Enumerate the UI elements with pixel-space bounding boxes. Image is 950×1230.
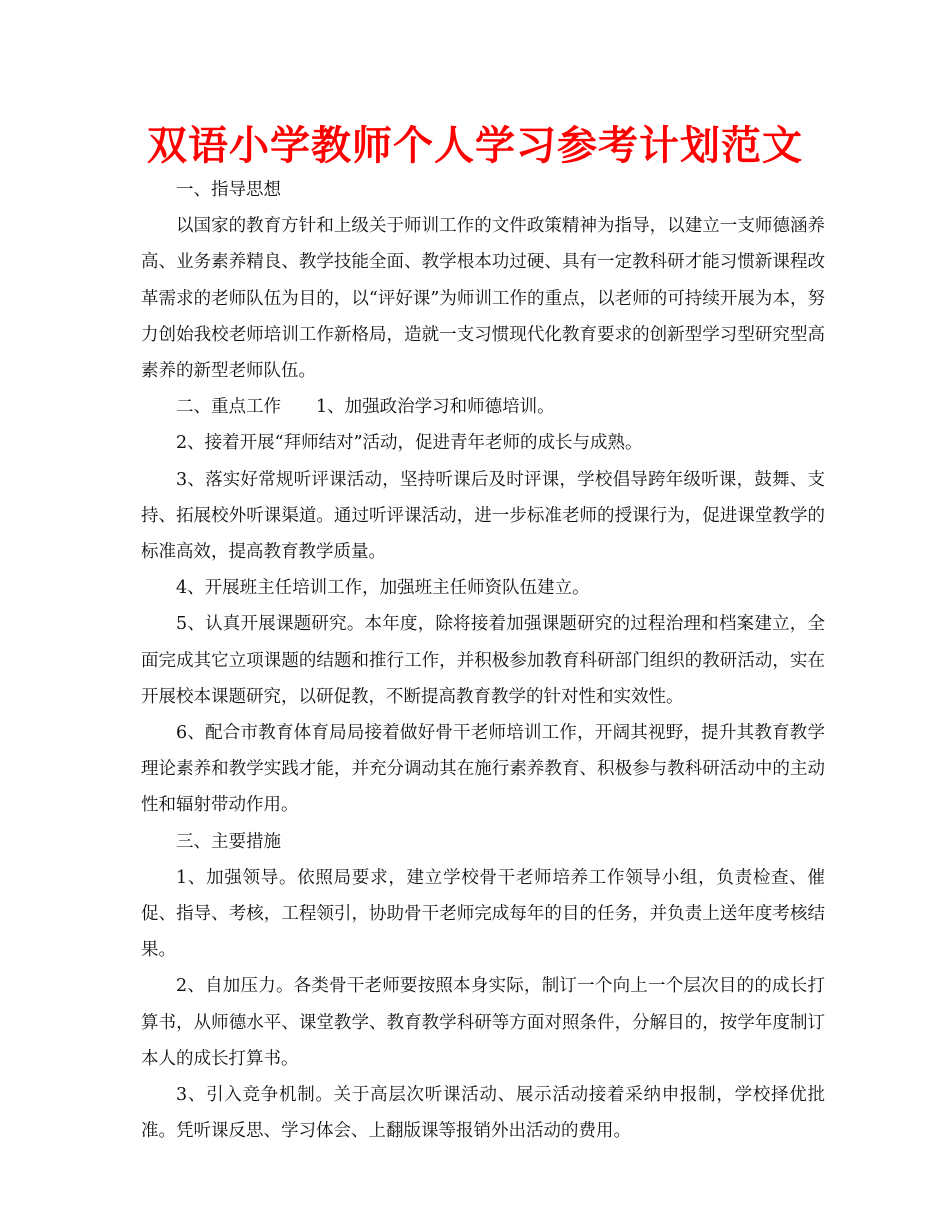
paragraph: 4、开展班主任培训工作，加强班主任师资队伍建立。: [176, 578, 590, 599]
paragraph: 3、引入竞争机制。关于高层次听课活动、展示活动接着采纳申报制，学校择优批准。凭听课反思、学习体会、上翻版课等报销外出活动的费用。: [141, 1085, 825, 1142]
section-heading-guiding-thought: 一、指导思想: [176, 180, 281, 200]
document-body: [141, 172, 825, 1149]
paragraph: 3、落实好常规听评课活动，坚持听课后及时评课，学校倡导跨年级听课，鼓舞、支持、拓展校外听课渠道。通过听评课活动，进一步标准老师的授课行为，促进课堂教学的标准高效，提高教育教学质量。: [141, 469, 825, 563]
paragraph: 2、接着开展“拜师结对”活动，促进青年老师的成长与成熟。: [176, 433, 643, 454]
section-heading-key-work: 二、重点工作 1、加强政治学习和师德培训。: [176, 397, 555, 418]
document-title: 双语小学教师个人学习参考计划范文: [147, 122, 803, 169]
paragraph: 2、自加压力。各类骨干老师要按照本身实际，制订一个向上一个层次目的的成长打算书，从师德水平、课堂教学、教育教学科研等方面对照条件，分解目的，按学年度制订本人的成长打算书。: [141, 976, 825, 1069]
section-heading-main-measures: 三、主要措施: [176, 831, 281, 852]
paragraph: 5、认真开展课题研究。本年度，除将接着加强课题研究的过程治理和档案建立，全面完成其它立项课题的结题和推行工作，并积极参加教育科研部门组织的教研活动，实在开展校本课题研究，以研促教，不断提高教育教学的针对性和实效性。: [141, 614, 825, 707]
paragraph: 1、加强领导。依照局要求，建立学校骨干老师培养工作领导小组，负责检查、催促、指导、考核，工程领引，协助骨干老师完成每年的目的任务，并负责上送年度考核结果。: [141, 867, 825, 961]
paragraph: 6、配合市教育体育局局接着做好骨干老师培训工作，开阔其视野，提升其教育教学理论素养和教学实践才能，并充分调动其在施行素养教育、积极参与教科研活动中的主动性和辐射带动作用。: [141, 723, 825, 816]
paragraph: 以国家的教育方针和上级关于师训工作的文件政策精神为指导，以建立一支师德涵养高、业务素养精良、教学技能全面、教学根本功过硬、具有一定教科研才能习惯新课程改革需求的老师队伍为目的，以“评好课”为师训工作的重点，以老师的可持续开展为本，努力创始我校老师培训工作新格局，造就一支习惯现代化教育要求的创新型学习型研究型高素养的新型老师队伍。: [141, 216, 825, 382]
